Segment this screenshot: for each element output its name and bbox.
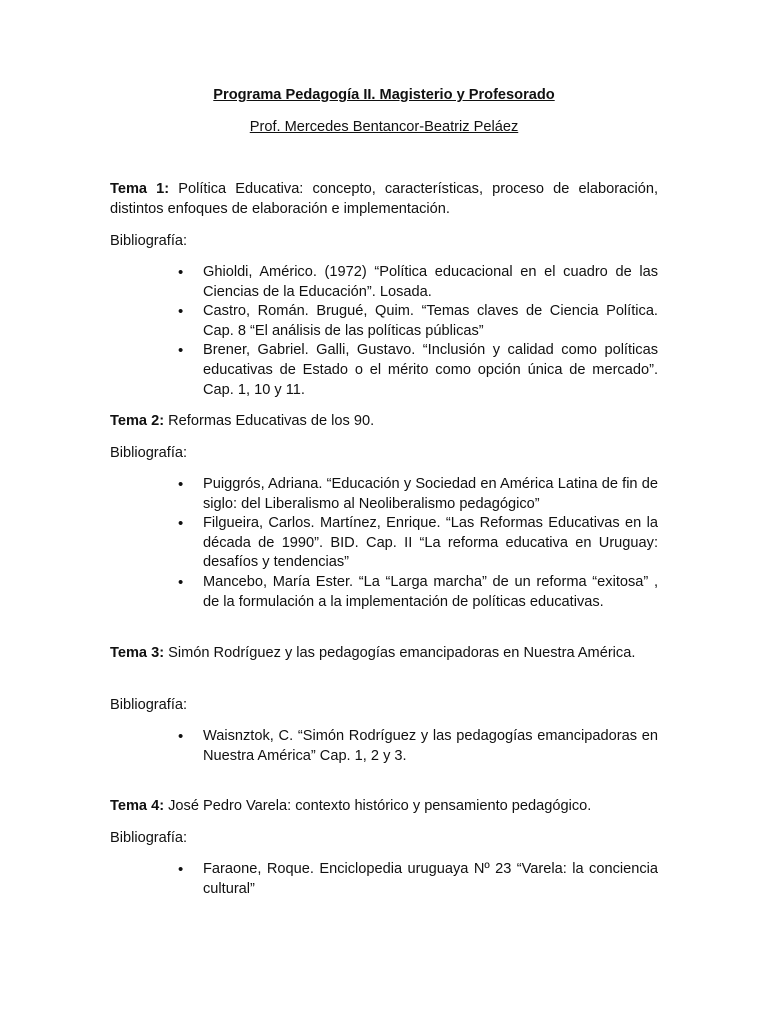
topic-4-bibliography-label: Bibliografía: bbox=[110, 830, 188, 846]
topic-3-bibliography-list bbox=[176, 727, 658, 766]
topic-1-description bbox=[110, 180, 658, 219]
topic-4-label: Tema 4: bbox=[110, 798, 165, 814]
topic-1-text: Política Educativa: concepto, características, proceso de elaboración, distintos enfoques de elaboración e implementación. bbox=[110, 181, 658, 217]
topic-2-bibliography-label: Bibliografía: bbox=[110, 445, 188, 461]
document-title: Programa Pedagogía II. Magisterio y Profesorado bbox=[213, 87, 555, 103]
topic-4-bibliography-list bbox=[176, 860, 658, 899]
topic-2-bibliography-list bbox=[176, 475, 658, 612]
topic-3-text: Simón Rodríguez y las pedagogías emancipadoras en Nuestra América. bbox=[164, 645, 636, 661]
bibliography-item: • Ghioldi, Américo. (1972) “Política educacional en el cuadro de las Ciencias de la Educación”. Losada. bbox=[176, 263, 658, 302]
topic-2-label: Tema 2: bbox=[110, 413, 165, 429]
topic-2-description bbox=[110, 412, 658, 432]
topic-1-bibliography-label: Bibliografía: bbox=[110, 233, 188, 249]
bibliography-item: • Castro, Román. Brugué, Quim. “Temas claves de Ciencia Política. Cap. 8 “El análisis de las políticas públicas” bbox=[176, 302, 658, 341]
bibliography-item: • Faraone, Roque. Enciclopedia uruguaya Nº 23 “Varela: la conciencia cultural” bbox=[176, 860, 658, 899]
bibliography-item: • Waisnztok, C. “Simón Rodríguez y las pedagogías emancipadoras en Nuestra América” Cap. 1, 2 y 3. bbox=[176, 727, 658, 766]
bibliography-item: • Mancebo, María Ester. “La “Larga marcha” de un reforma “exitosa” , de la formulación a la implementación de políticas educativas. bbox=[176, 573, 658, 612]
bibliography-item: • Filgueira, Carlos. Martínez, Enrique. “Las Reformas Educativas en la década de 1990”. BID. Cap. II “La reforma educativa en Uruguay: desafíos y tendencias” bbox=[176, 514, 658, 573]
topic-1-label: Tema 1: bbox=[110, 181, 170, 197]
topic-3-description bbox=[110, 644, 658, 664]
topic-3-label: Tema 3: bbox=[110, 645, 165, 661]
topic-4-description bbox=[110, 797, 658, 817]
document-subtitle: Prof. Mercedes Bentancor-Beatriz Peláez bbox=[249, 119, 519, 135]
bibliography-item: • Brener, Gabriel. Galli, Gustavo. “Inclusión y calidad como políticas educativas de Estado o el mérito como opción única de mercado”. Cap. 1, 10 y 11. bbox=[176, 341, 658, 400]
topic-1-bibliography-list bbox=[176, 263, 658, 400]
topic-2-text: Reformas Educativas de los 90. bbox=[164, 413, 375, 429]
bibliography-item: • Puiggrós, Adriana. “Educación y Sociedad en América Latina de fin de siglo: del Liberalismo al Neoliberalismo pedagógico” bbox=[176, 475, 658, 514]
topic-4-text: José Pedro Varela: contexto histórico y pensamiento pedagógico. bbox=[164, 798, 592, 814]
topic-3-bibliography-label: Bibliografía: bbox=[110, 697, 188, 713]
